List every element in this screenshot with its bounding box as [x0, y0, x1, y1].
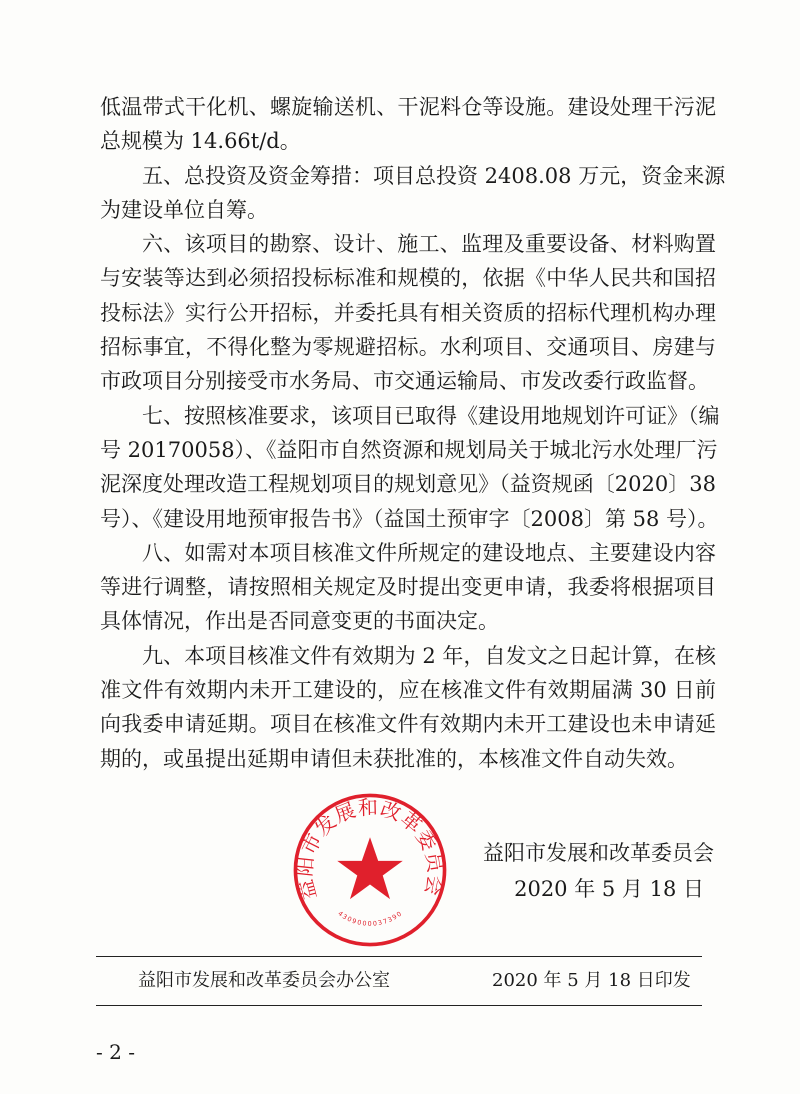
paragraph-line: 向我委申请延期。项目在核准文件有效期内未开工建设也未申请延 [100, 712, 716, 737]
paragraph-line: 九、本项目核准文件有效期为 2 年，自发文之日起计算，在核 [142, 643, 716, 668]
footer-issued-date: 2020 年 5 月 18 日印发 [492, 970, 691, 991]
paragraph-line: 泥深度处理改造工程规划项目的规划意见》（益资规函〔2020〕38 [100, 472, 716, 497]
paragraph-line: 等进行调整，请按照相关规定及时提出变更申请，我委将根据项目 [100, 575, 716, 600]
footer-issuer: 益阳市发展和改革委员会办公室 [138, 970, 390, 991]
paragraph-line: 七、按照核准要求，该项目已取得《建设用地规划许可证》（编 [142, 403, 720, 428]
paragraph-line: 准文件有效期内未开工建设的，应在核准文件有效期届满 30 日前 [100, 678, 716, 703]
paragraph-line: 为建设单位自筹。 [100, 197, 268, 222]
paragraph-line: 期的，或虽提出延期申请但未获批准的，本核准文件自动失效。 [100, 746, 688, 771]
paragraph-line: 具体情况，作出是否同意变更的书面决定。 [100, 609, 499, 634]
footer-bottom-rule [96, 1005, 702, 1006]
official-seal-stamp [290, 790, 450, 950]
paragraph-line: 六、该项目的勘察、设计、施工、监理及重要设备、材料购置 [142, 232, 716, 257]
paragraph-line: 五、总投资及资金筹措：项目总投资 2408.08 万元，资金来源 [142, 163, 726, 188]
paragraph-line: 招标事宜，不得化整为零规避招标。水利项目、交通项目、房建与 [100, 335, 716, 360]
seal-number: 4309000037390 [336, 909, 405, 928]
svg-text:4309000037390 [336, 910, 404, 928]
paragraph-line: 号 20170058）、《益阳市自然资源和规划局关于城北污水处理厂污 [100, 437, 718, 462]
paragraph-line: 低温带式干化机、螺旋输送机、干泥料仓等设施。建设处理干污泥 [100, 95, 716, 119]
paragraph-line: 投标法》实行公开招标，并委托具有相关资质的招标代理机构办理 [100, 300, 716, 325]
paragraph-line: 市政项目分别接受市水务局、市交通运输局、市发改委行政监督。 [100, 369, 709, 394]
signature-org: 益阳市发展和改革委员会 [483, 841, 714, 865]
paragraph-line: 号）、《建设用地预审报告书》（益国土预审字〔2008〕第 58 号）。 [100, 506, 719, 531]
document-body [100, 90, 726, 776]
star-icon [337, 837, 402, 899]
footer-top-rule [96, 956, 702, 957]
paragraph-line: 与安装等达到必须招投标标准和规模的，依据《中华人民共和国招 [100, 266, 716, 291]
paragraph-line: 八、如需对本项目核准文件所规定的建设地点、主要建设内容 [142, 540, 716, 565]
paragraph-line: 总规模为 14.66t/d。 [100, 129, 301, 154]
seal-text: 益阳市发展和改革委员会 [292, 795, 448, 903]
signature-date: 2020 年 5 月 18 日 [514, 877, 704, 901]
page-number: - 2 - [96, 1040, 135, 1064]
